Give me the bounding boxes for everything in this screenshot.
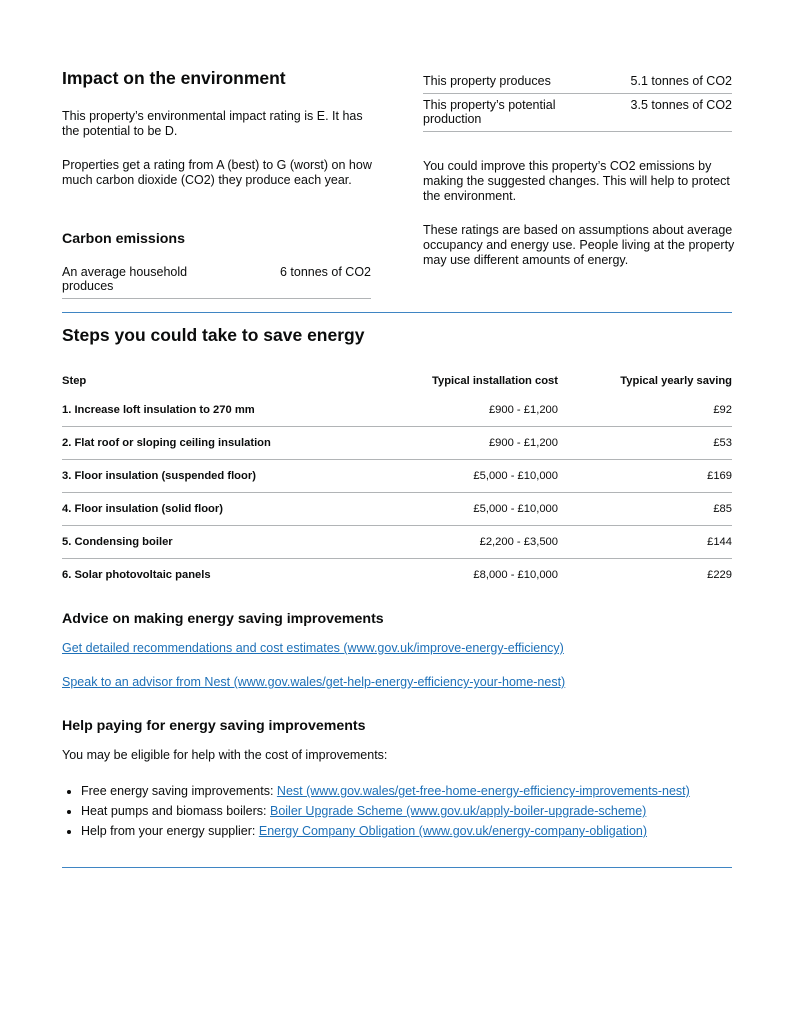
- impact-scale-text: Properties get a rating from A (best) to G (worst) on how much carbon dioxide (CO2) they produce each year.: [62, 158, 372, 187]
- saving-column-header: Typical yearly saving: [620, 375, 732, 387]
- potential-production-value: 3.5 tonnes of CO2: [630, 98, 732, 112]
- nest-improvements-link[interactable]: Nest (www.gov.wales/get-free-home-energy-efficiency-improvements-nest): [276, 784, 690, 798]
- help-item-prefix: Help from your energy supplier:: [81, 824, 259, 838]
- help-heading: Help paying for energy saving improvements: [62, 718, 366, 734]
- help-intro-text: You may be eligible for help with the cost of improvements:: [62, 748, 388, 762]
- eco-link[interactable]: Energy Company Obligation (www.gov.uk/energy-company-obligation): [258, 824, 648, 838]
- steps-table: [62, 368, 732, 591]
- table-row: [62, 427, 732, 460]
- advice-heading: Advice on making energy saving improvements: [62, 611, 384, 627]
- avg-household-row: [62, 266, 371, 294]
- step-cost: £8,000 - £10,000: [392, 559, 558, 592]
- avg-household-value: 6 tonnes of CO2: [279, 265, 371, 279]
- table-row: [62, 559, 732, 592]
- step-cost: £900 - £1,200: [392, 427, 558, 460]
- step-cost: £5,000 - £10,000: [392, 493, 558, 526]
- step-name: 3. Floor insulation (suspended floor): [62, 460, 392, 493]
- improve-emissions-text: You could improve this property’s CO2 emissions by making the suggested changes. This will help to protect the environment.: [423, 159, 730, 203]
- step-name: 2. Flat roof or sloping ceiling insulation: [62, 427, 392, 460]
- recommendations-link[interactable]: Get detailed recommendations and cost estimates (www.gov.uk/improve-energy-efficiency): [62, 641, 564, 655]
- list-item: [81, 781, 690, 801]
- section-divider: [62, 312, 732, 313]
- step-cost: £2,200 - £3,500: [392, 526, 558, 559]
- step-name: 5. Condensing boiler: [62, 526, 392, 559]
- impact-title: Impact on the environment: [62, 68, 286, 88]
- section-divider: [62, 867, 732, 868]
- step-cost: £5,000 - £10,000: [392, 460, 558, 493]
- table-header-row: [62, 368, 732, 394]
- impact-rating-text: This property’s environmental impact rating is E. It has the potential to be D.: [62, 109, 363, 138]
- table-row: [62, 460, 732, 493]
- property-produces-label: This property produces: [423, 74, 551, 88]
- table-row: [62, 394, 732, 427]
- step-cost: £900 - £1,200: [488, 404, 558, 416]
- table-row: [62, 526, 732, 559]
- list-item: [81, 821, 690, 841]
- step-saving: £53: [558, 427, 732, 460]
- boiler-upgrade-link[interactable]: Boiler Upgrade Scheme (www.gov.uk/apply-boiler-upgrade-scheme): [269, 804, 647, 818]
- divider: [423, 131, 732, 132]
- steps-title: Steps you could take to save energy: [62, 325, 365, 345]
- help-item-prefix: Free energy saving improvements:: [81, 784, 277, 798]
- step-saving: £229: [558, 559, 732, 592]
- help-item-prefix: Heat pumps and biomass boilers:: [81, 804, 270, 818]
- assumptions-text: These ratings are based on assumptions about average occupancy and energy use. People living at the property may use different amounts of energy.: [423, 223, 735, 267]
- property-produces-row: [423, 75, 732, 89]
- table-row: [62, 493, 732, 526]
- step-column-header: Step: [62, 375, 87, 387]
- step-saving: £92: [713, 404, 732, 416]
- cost-column-header: Typical installation cost: [432, 375, 558, 387]
- divider: [423, 93, 732, 94]
- step-name: 4. Floor insulation (solid floor): [62, 493, 392, 526]
- nest-advisor-link[interactable]: Speak to an advisor from Nest (www.gov.wales/get-help-energy-efficiency-your-home-nest): [62, 675, 566, 689]
- list-item: [81, 801, 690, 821]
- step-saving: £144: [558, 526, 732, 559]
- carbon-emissions-heading: Carbon emissions: [62, 231, 185, 247]
- step-saving: £169: [558, 460, 732, 493]
- divider: [62, 298, 371, 299]
- avg-household-label: An average household produces: [62, 265, 188, 293]
- step-name: 6. Solar photovoltaic panels: [62, 559, 392, 592]
- step-name: 1. Increase loft insulation to 270 mm: [62, 404, 255, 416]
- step-saving: £85: [558, 493, 732, 526]
- help-list: [62, 781, 690, 841]
- potential-production-row: [423, 99, 732, 127]
- property-produces-value: 5.1 tonnes of CO2: [630, 74, 732, 88]
- potential-production-label: This property’s potential production: [423, 98, 556, 126]
